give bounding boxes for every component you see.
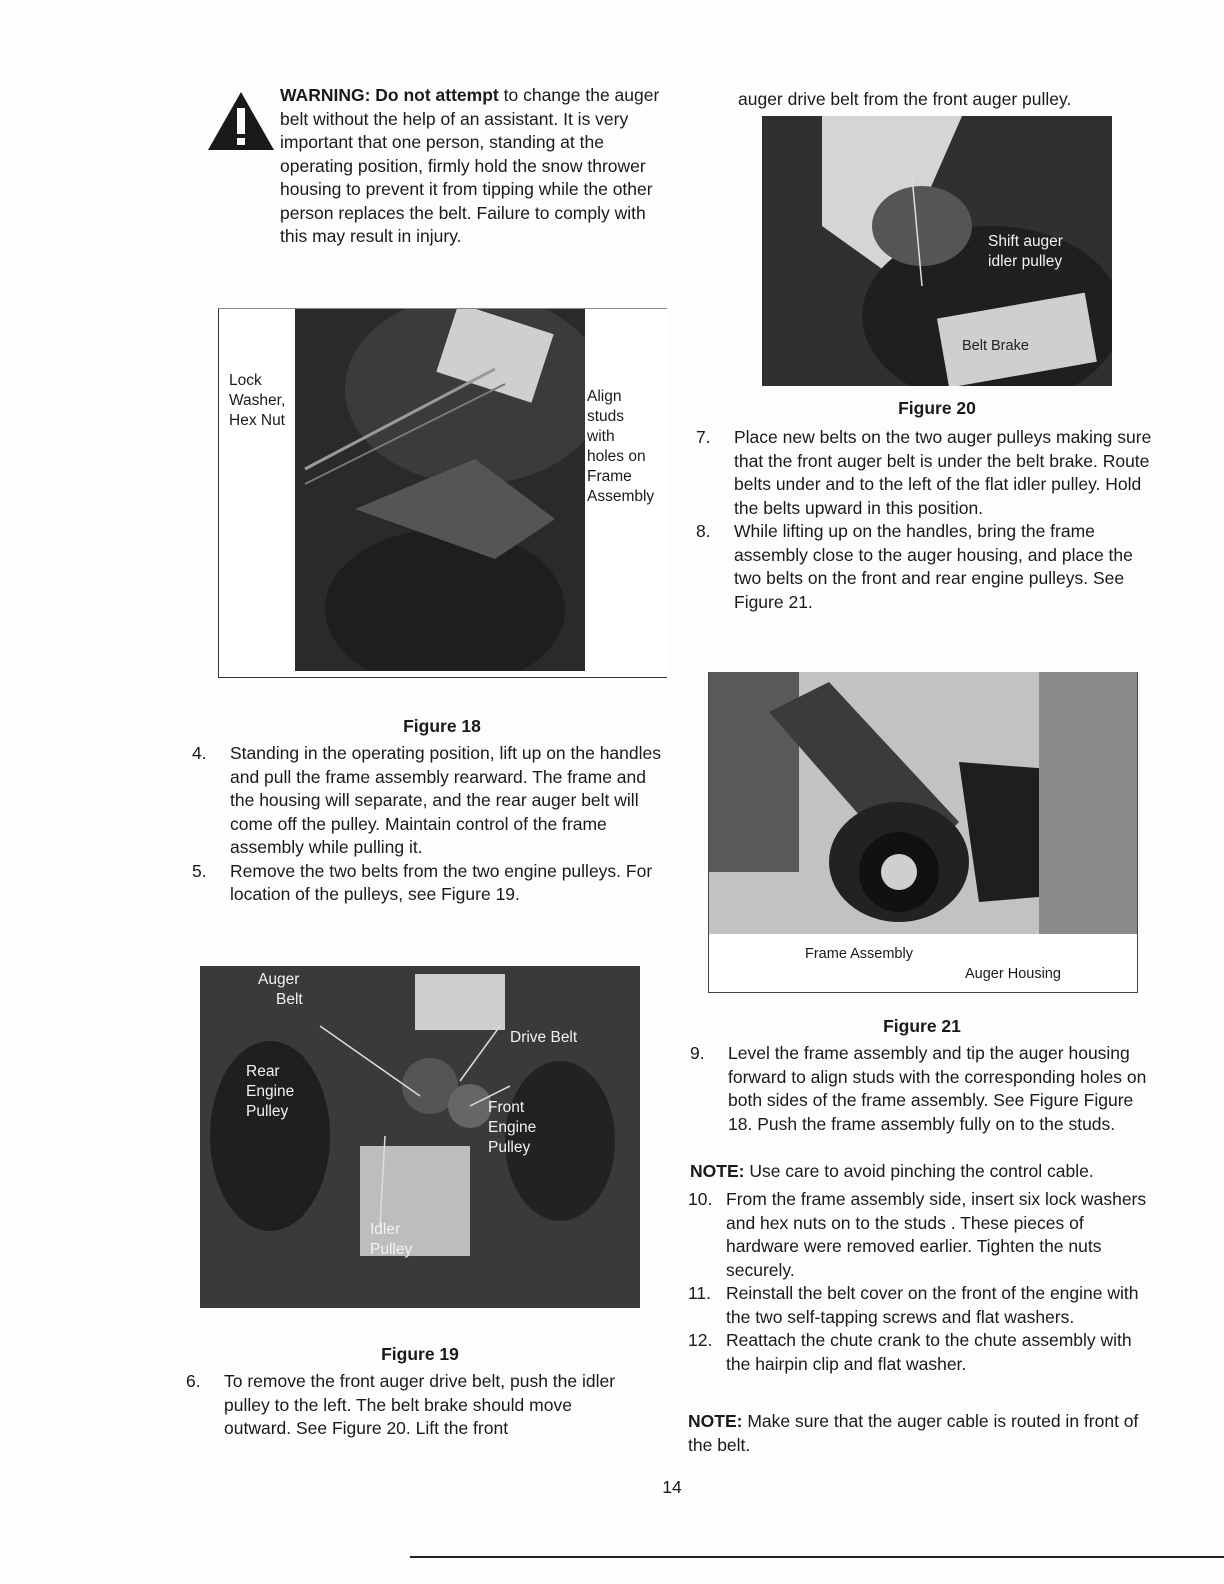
figure-19-label-rear-engine-pulley: [246, 1062, 294, 1122]
step-9: [690, 1042, 1160, 1136]
list-item-text: While lifting up on the handles, bring the frame assembly close to the auger housing, and place the two belts on the front and rear engine pulleys. See Figure 21.: [734, 521, 1133, 612]
list-item-text: Reinstall the belt cover on the front of the engine with the two self-tapping screws and flat washers.: [726, 1283, 1139, 1327]
note-control-cable: [690, 1160, 1160, 1184]
page-number: 14: [662, 1477, 682, 1497]
label-line: Washer,: [229, 392, 286, 409]
figure-19-label-auger-belt: [258, 970, 303, 1010]
list-item-number: 12.: [688, 1330, 713, 1350]
list-item: [688, 1329, 1158, 1376]
list-item: [690, 1042, 1160, 1136]
label-line: Pulley: [488, 1139, 531, 1156]
list-item-text: Standing in the operating position, lift up on the handles and pull the frame assembly rearward. The frame and the housing will separate, and the rear auger belt will come off the pulley. Maintain control of the frame assembly while pulling it.: [230, 743, 662, 857]
list-item-number: 7.: [696, 427, 711, 447]
warning-paragraph: [280, 84, 668, 249]
note-auger-cable: [688, 1410, 1148, 1457]
label-line: studs: [587, 408, 625, 425]
figure-21-caption: Figure 21: [883, 1016, 961, 1036]
note-text: Make sure that the auger cable is routed in front of the belt.: [688, 1411, 1139, 1455]
label-line: Lock: [229, 372, 262, 389]
figure-21-label-frame-assembly: Frame Assembly: [805, 946, 913, 962]
warning-lead: WARNING:: [280, 85, 371, 105]
label-line: Idler: [370, 1221, 401, 1238]
label-line: idler pulley: [988, 253, 1063, 270]
list-item: [186, 1370, 636, 1441]
label-line: Pulley: [246, 1103, 289, 1120]
label-line: holes on: [587, 448, 646, 465]
note-lead: NOTE:: [690, 1161, 745, 1181]
label-line: Hex Nut: [229, 412, 285, 429]
note-text: Use care to avoid pinching the control cable.: [749, 1161, 1094, 1181]
label-line: Align: [587, 388, 622, 405]
list-item-text: To remove the front auger drive belt, push the idler pulley to the left. The belt brake should move outward. See Figure 20. Lift the front: [224, 1371, 616, 1438]
list-item: [688, 1188, 1158, 1282]
label-line: Pulley: [370, 1241, 413, 1258]
label-line: Engine: [488, 1119, 537, 1136]
figure-18-photo: [295, 309, 585, 671]
warning-triangle-icon: [206, 90, 276, 152]
label-line: Auger: [258, 971, 300, 988]
label-line: Engine: [246, 1083, 295, 1100]
list-item-number: 6.: [186, 1371, 201, 1391]
label-line: Belt: [276, 991, 303, 1008]
label-line: Rear: [246, 1063, 280, 1080]
figure-19: [200, 966, 640, 1308]
list-item-number: 9.: [690, 1043, 705, 1063]
figure-19-label-drive-belt: Drive Belt: [510, 1029, 578, 1046]
label-line: Frame: [587, 468, 632, 485]
list-item-text: From the frame assembly side, insert six lock washers and hex nuts on to the studs . These pieces of hardware were removed earlier. Tighten the nuts securely.: [726, 1189, 1147, 1280]
steps-4-5: [192, 742, 662, 907]
list-item: [696, 520, 1162, 614]
figure-18-label-lock-washer: [229, 371, 301, 431]
list-item: [192, 742, 662, 860]
list-item-number: 10.: [688, 1189, 713, 1209]
figure-21-label-auger-housing: Auger Housing: [965, 966, 1061, 982]
warning-text: to change the auger belt without the help of an assistant. It is very important that one person, standing at the operating position, firmly hold the snow thrower housing to prevent it from tipping while the other person replaces the belt. Failure to comply with this may result in injury.: [280, 85, 660, 246]
bottom-scan-line: [410, 1556, 1224, 1558]
label-line: Shift auger: [988, 233, 1063, 250]
list-item-text: Place new belts on the two auger pulleys making sure that the front auger belt is under the belt brake. Route belts under and to the left of the flat idler pulley. Hold the belts upward in this position.: [734, 427, 1152, 518]
figure-20-caption: Figure 20: [898, 398, 976, 418]
list-item: [192, 860, 662, 907]
list-item-number: 8.: [696, 521, 711, 541]
figure-20: [762, 116, 1112, 386]
figure-19-label-idler-pulley: [370, 1220, 412, 1260]
list-item: [688, 1282, 1158, 1329]
list-item-text: Level the frame assembly and tip the auger housing forward to align studs with the corresponding holes on both sides of the frame assembly. See Figure Figure 18. Push the frame assembly fully on to the studs.: [728, 1043, 1147, 1134]
figure-21-photo: [709, 672, 1137, 934]
label-line: with: [587, 428, 615, 445]
label-line: Front: [488, 1099, 525, 1116]
figure-18-caption: Figure 18: [403, 716, 481, 736]
list-item-text: Reattach the chute crank to the chute assembly with the hairpin clip and flat washer.: [726, 1330, 1132, 1374]
step-6: [186, 1370, 636, 1441]
figure-21: [708, 672, 1138, 993]
figure-20-label-belt-brake: Belt Brake: [962, 338, 1029, 354]
steps-10-12: [688, 1188, 1158, 1376]
list-item-number: 11.: [688, 1283, 712, 1303]
continued-text: auger drive belt from the front auger pulley.: [738, 89, 1072, 109]
figure-19-caption: Figure 19: [381, 1344, 459, 1364]
list-item: [696, 426, 1162, 520]
steps-7-8: [696, 426, 1162, 614]
list-item-number: 4.: [192, 743, 207, 763]
warning-emphasis: Do not attempt: [375, 85, 499, 105]
figure-18-label-align-studs: [587, 387, 667, 507]
note-lead: NOTE:: [688, 1411, 743, 1431]
list-item-number: 5.: [192, 860, 207, 881]
figure-18: [218, 308, 667, 678]
figure-20-label-shift-idler: [988, 232, 1063, 272]
label-line: Assembly: [587, 488, 655, 505]
figure-19-label-front-engine-pulley: [488, 1098, 536, 1158]
list-item-text: Remove the two belts from the two engine pulleys. For location of the pulleys, see Figure 19.: [230, 860, 653, 904]
